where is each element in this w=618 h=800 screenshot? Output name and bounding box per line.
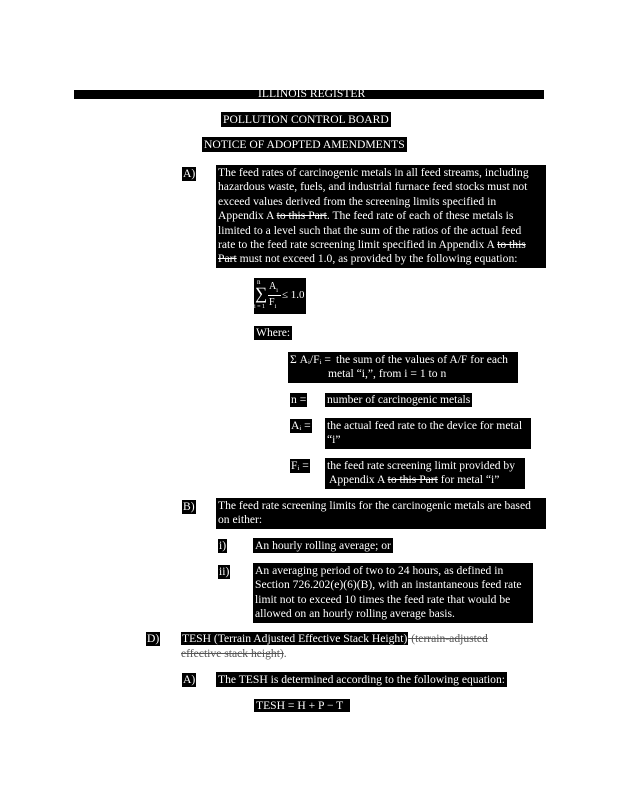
para-a-line7: Part must not exceed 1.0, as provided by the following equation: [218,252,518,266]
sigma-symbol: ∑ [255,284,268,303]
para-b-item2-block [253,563,533,623]
register-title: ILLINOIS REGISTER [258,87,366,100]
def-n-term: n = [291,393,307,406]
para-a-line5: limited to a level such that the sum of the ratios of the actual feed [218,223,522,237]
fraction-bar [268,295,281,296]
def-sum [288,352,518,383]
para-a-line3: exceed values derived from the screening limits specified in [218,194,497,208]
def-a-term: Aᵢ = [291,419,311,432]
para-d-struck-text: (terrain-adjusted [408,632,488,645]
para-d-line2: effective stack height). [181,647,287,660]
sum-upper-limit: n [257,278,261,286]
para-a-block [216,165,546,268]
para-b-item2-line2: Section 726.202(e)(6)(B), with an instantaneous feed rate [255,578,522,592]
def-sum-term: Σ Aᵢ/Fᵢ = [290,353,331,366]
para-b-item2-line3: limit not to exceed 10 times the feed rate that would be [255,592,511,606]
para-b-item2-line4: allowed on an hourly rolling average basis. [255,607,455,621]
para-b-block [216,498,546,529]
summation-equation [254,278,306,314]
para-a-line6: rate to the feed rate screening limit specified in Appendix A to this [218,238,526,252]
def-a-text [325,418,531,449]
fraction-numerator: $A_i$ [269,281,278,294]
para-b-item2-line1: An averaging period of two to 24 hours, as defined in [255,564,504,577]
fraction-denominator: $F_i$ [269,297,277,310]
para-b-item2-label: ii) [219,565,230,578]
def-n-text: number of carcinogenic metals [327,393,471,406]
board-title: POLLUTION CONTROL BOARD [223,113,389,126]
para-b-line2: on either: [218,513,263,527]
para-d-a-label: A) [183,673,196,686]
para-d-label: D) [147,632,160,645]
para-b-line1: The feed rate screening limits for the carcinogenic metals are based [218,499,531,512]
def-sum-line1: the sum of the values of A/F for each [336,353,508,366]
notice-title: NOTICE OF ADOPTED AMENDMENTS [204,138,405,151]
para-b-label: B) [183,500,195,513]
def-f-line1: the feed rate screening limit provided by [327,459,516,472]
para-a-line2: hazardous waste, fuels, and industrial furnace feed stocks must not [218,180,528,194]
equation-relation: ≤ 1.0 [282,289,305,301]
tesh-definition-term: TESH (Terrain Adjusted Effective Stack Height) [182,632,408,645]
def-f-text [325,458,525,489]
para-d-line1 [181,631,488,646]
def-f-term: Fᵢ = [291,459,309,472]
def-a-line2: “i” [327,433,341,447]
para-b-item1-text: An hourly rolling average; or [255,539,391,552]
def-sum-line2: metal “i,”, from i = 1 to n [328,367,447,381]
tesh-equation: TESH = H + P − T [254,699,350,712]
para-a-line1: The feed rates of carcinogenic metals in all feed streams, including [218,166,529,179]
where-label: Where: [256,326,291,339]
para-b-item1-label: i) [219,539,227,552]
para-a-line4: Appendix A to this Part. The feed rate of each of these metals is [218,209,514,223]
def-a-line1: the actual feed rate to the device for metal [327,419,523,432]
def-f-line2: Appendix A to this Part for metal “i” [329,473,500,487]
para-a-label: A) [183,167,196,180]
sum-lower-limit: i = 1 [254,304,266,310]
para-d-a-text: The TESH is determined according to the following equation: [218,673,505,686]
